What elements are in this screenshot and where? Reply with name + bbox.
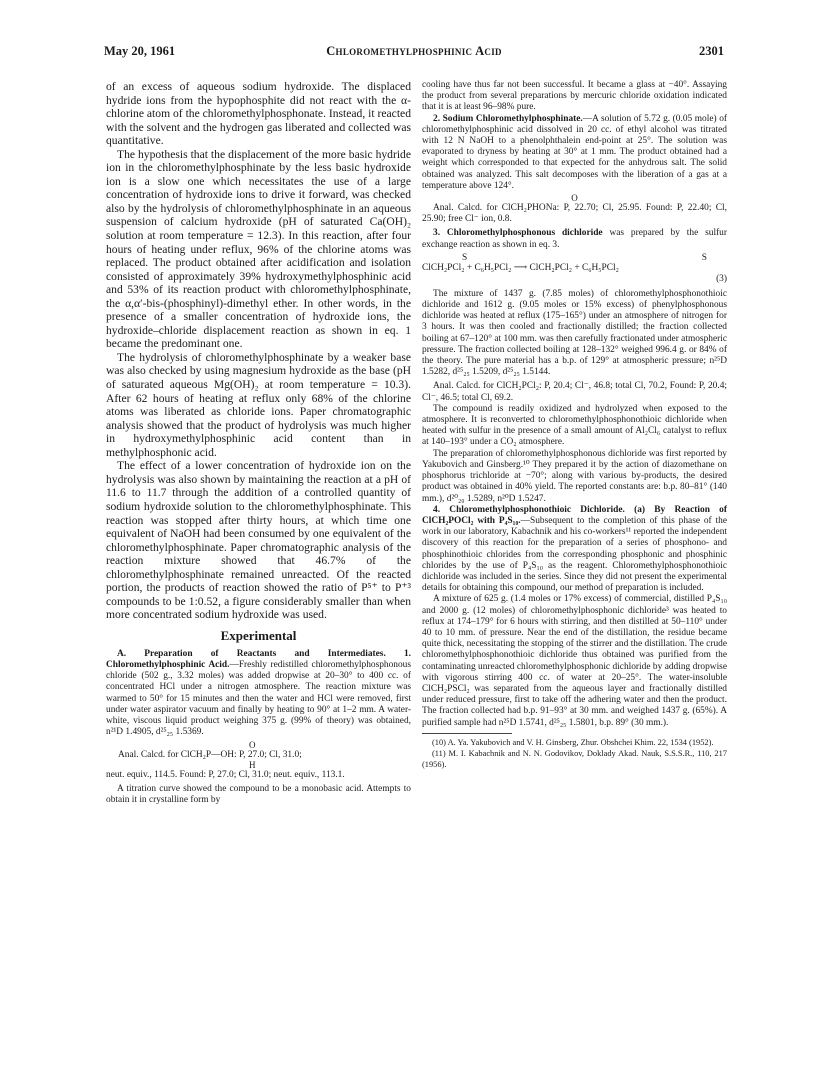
- experimental-paragraph: The mixture of 1437 g. (7.85 moles) of chloromethylphosphonothioic dichloride and 1612 g. (9.05 moles or 15% excess) of phenylphosphonous dichloride was heated at reflux (175–165°) under an atmosphere of nitrogen for 3 hours. It was then cooled and fractionally distilled; the fraction collected boiling at 67–120° at 100 mm. was then carefully fractionated under atmospheric pressure. The fraction collected boiling at 128–132° weighed 996.4 g. or 84% of the theory. The pure material has a b.p. of 129° at atmospheric pressure; n²⁵D 1.5282, d²⁵₂₅ 1.5209, d²⁵₂₅ 1.5144.: [422, 288, 727, 378]
- equation-3: [422, 253, 727, 285]
- sulfur-mark-left: S: [462, 252, 468, 263]
- body-paragraph: The hypothesis that the displacement of the more basic hydride ion in the chloromethylphosphinate by the less basic hydroxide ion is a slow one which necessitates the use of a large concentration of hydroxide ions to drive it forward, was checked also by the hydrolysis of chloromethylphosphinate in an aqueous suspension of calcium hydroxide (pH of saturated Ca(OH)₂ solution at room temperature = 12.3). In this reaction, after four hours of heating under reflux, 96% of the chlorine atoms was replaced. The product obtained after acidification and isolation consisted of approximately 39% hydroxymethylphosphinic acid and 53% of its reaction product with chloromethylphosphinate, the α,α′-bis-(phosphinyl)-dimethyl ether. In other words, in the presence of a smaller concentration of hydroxide ions, the hydroxide–chloride displacement reaction as shown in eq. 1 became the predominant one.: [106, 147, 411, 351]
- body-paragraph: of an excess of aqueous sodium hydroxide. The displaced hydride ions from the hypophosphite did not react with the α-chlorine atom of the chloromethylphosphonate. Instead, it reacted with the solvent and the hydrogen gas liberated and collected was quantitative.: [106, 80, 411, 148]
- sulfur-mark-right: S: [701, 252, 707, 263]
- page-number: 2301: [699, 44, 724, 58]
- formula-oxygen-mark: O: [571, 193, 578, 204]
- header-date: May 20, 1961: [104, 44, 176, 58]
- analysis-continued: neut. equiv., 114.5. Found: P, 27.0; Cl, 31.0; neut. equiv., 113.1.: [106, 769, 345, 780]
- section-lead: 4. Chloromethylphosphonothioic Dichloride. (a) By Reaction of ClCH₂POCl₂ with P₄S₁₀.: [422, 504, 727, 526]
- experimental-paragraph: A mixture of 625 g. (1.4 moles or 17% excess) of commercial, distilled P₄S₁₀ and 2000 g. (12 moles) of chloromethylphosphonic dichloride³ was heated to reflux at 174–179° for 6 hours with stirring, and then distilled at 50–110° under 40 to 10 mm. of pressure. Near the end of the distillation, the residue became quite thick, necessitating the stopping of the stirrer and the distillation. The crude chloromethylphosphonothioic dichloride thus obtained was purified from the contaminating unreacted chloromethylphosphonic dichloride by adding dropwise with vigorous stirring 400 cc. of water at 20–25°. The water-insoluble ClCH₂PSCl₂ was separated from the aqueous layer and fractionally distilled under reduced pressure, first to take off the adhering water and then the product. The fraction collected had b.p. 91–93° at 30 mm. and weighed 1437 g. (65%). A purified sample had n²⁵D 1.5741, d²⁵₂₅ 1.5801, b.p. 89° (30 mm.).: [422, 594, 727, 728]
- section-lead: A. Preparation of Reactants and Intermediates. 1. Chloromethylphosphinic Acid.: [106, 648, 411, 671]
- footnote: (10) A. Ya. Yakubovich and V. H. Ginsberg, Zhur. Obshchei Khim. 22, 1534 (1952).: [432, 737, 714, 747]
- body-paragraph: The hydrolysis of chloromethylphosphinate by a weaker base was also checked by using magnesium hydroxide as the base (pH of saturated aqueous Mg(OH)₂ at room temperature = 10.3). After 62 hours of heating at reflux only 68% of the chlorine atoms was liberated as chloride ions. Paper chromatographic analysis showed that the product of hydrolysis was much higher in hydroxymethylphosphinic acid content than in methylphosphonic acid.: [106, 350, 411, 459]
- page-header: [104, 44, 724, 62]
- analysis-text: Anal. Calcd. for ClCH₂PCl₂: P, 20.4; Cl⁻, 46.8; total Cl, 70.2, Found: P, 20.4; Cl⁻, 46.5; total Cl, 69.2.: [422, 381, 727, 403]
- experimental-paragraph: [422, 114, 727, 192]
- experimental-paragraph: [106, 649, 411, 739]
- running-title: Chloromethylphosphinic Acid: [326, 44, 502, 58]
- formula-oxygen-mark: O: [249, 739, 256, 750]
- experimental-paragraph: The compound is readily oxidized and hydrolyzed when exposed to the atmosphere. It is reconverted to chloromethylphosphonothioic dichloride when heated with sulfur in the presence of a small amount of Al₂Cl₆ catalyst to reflux at 140–193° under a CO₂ atmosphere.: [422, 403, 727, 448]
- analysis-text: Anal. Calcd. for ClCH₂PHONa: P, 22.70; Cl, 25.95. Found: P, 22.40; Cl, 25.90; free Cl⁻ ion, 0.8.: [422, 203, 727, 225]
- section-body: —Freshly redistilled chloromethylphosphonous chloride (502 g., 3.32 moles) was added dropwise at 20–30° to 400 cc. of concentrated HCl under a nitrogen atmosphere. The reaction mixture was warmed to 50° for 15 minutes and then the water and HCl were removed, first under water aspirator vacuum and finally by heating to 90° at 1–2 mm. A water-white, viscous liquid product weighing 375 g. (99% of theory) was obtained, n²¹D 1.4905, d²⁵₂₅ 1.5369.: [106, 660, 411, 738]
- body-paragraph: The effect of a lower concentration of hydroxide ion on the hydrolysis was also shown by maintaining the reaction at a pH of 11.6 to 11.7 through the addition of a controlled quantity of sodium hydroxide solution to the chloromethylphosphinate. This reaction was stopped after thirty hours, at which time one equivalent of NaOH had been consumed by one equivalent of the chloromethylphosphinate. Paper chromatographic analysis of the reaction mixture showed that 46.7% of the chloromethylphosphinate remained unreacted. Of the reacted portion, the products of reaction showed the ratio of P⁵⁺ to P⁺³ compounds to be 1:0.52, a figure considerably smaller than when more concentrated sodium hydroxide was used.: [106, 459, 411, 622]
- equation-sulfur-marks: [422, 253, 727, 263]
- analysis-line: Anal. Calcd. for ClCH₂P—OH: P, 27.0; Cl, 31.0;: [118, 749, 302, 760]
- equation-line: ClCH₂PCl₂ + C₆H₅PCl₂ ⟶ ClCH₂PCl₂ + C₆H₅PCl₂: [422, 262, 619, 273]
- analysis-block: [422, 194, 727, 225]
- section-body: —Subsequent to the completion of this phase of the work in our laboratory, Kabachnik and his co-workers¹¹ reported the independent discovery of this reaction for the preparation of a series of phosphono- and phosphinothioic chlorides from the corresponding phosphonic and phosphinic chlorides by the use of P₄S₁₀ as the reagent. Chloromethylphosphonothioic dichloride was included in the series. Since they did not present the experimental details for obtaining this compound, our method of preparation is included.: [422, 515, 727, 594]
- footnote-rule: [422, 733, 512, 734]
- experimental-paragraph: [422, 505, 727, 595]
- footnote: (11) M. I. Kabachnik and N. N. Godovikov, Doklady Akad. Nauk, S.S.S.R., 110, 217 (1956).: [422, 748, 727, 769]
- experimental-paragraph: A titration curve showed the compound to be a monobasic acid. Attempts to obtain it in crystalline form by: [106, 783, 411, 806]
- experimental-paragraph: cooling have thus far not been successful. It became a glass at −40°. Assaying the product from several preparations by mercuric chloride oxidation indicated that it is at least 96–98% pure.: [422, 80, 727, 113]
- experimental-paragraph: [422, 228, 727, 250]
- section-body: was prepared by the sulfur exchange reaction as shown in eq. 3.: [422, 228, 727, 250]
- experimental-heading: Experimental: [220, 627, 297, 643]
- equation-number: (3): [716, 273, 727, 284]
- section-lead: 3. Chloromethylphosphonous dichloride: [433, 228, 603, 239]
- analysis-block: [106, 741, 411, 781]
- formula-hydrogen-mark: H: [249, 759, 256, 770]
- right-column: [422, 80, 727, 770]
- section-lead: 2. Sodium Chloromethylphosphinate.: [433, 113, 583, 124]
- left-column: [106, 80, 411, 806]
- experimental-paragraph: The preparation of chloromethylphosphonous dichloride was first reported by Yakubovich and Ginsberg.¹⁰ They prepared it by the action of diazomethane on phosphorus trichloride at −70°; along with various by-products, the desired product was obtained in 40% yield. The reported constants are: b.p. 80–81° (140 mm.), d²⁰₂₀ 1.5289, n²⁰D 1.5247.: [422, 448, 727, 504]
- section-body: —A solution of 5.72 g. (0.05 mole) of chloromethylphosphinic acid dissolved in 20 cc. of ethyl alcohol was titrated with 12 N NaOH to a phenolphthalein end-point at 25°. The solution was evaporated to dryness by heating at 30° at 1 mm. The product obtained had a weight which corresponded to that expected for the anhydrous salt. The solid obtained was analyzed. This salt decomposes with the liberation of a gas at a temperature above 124°.: [422, 113, 727, 191]
